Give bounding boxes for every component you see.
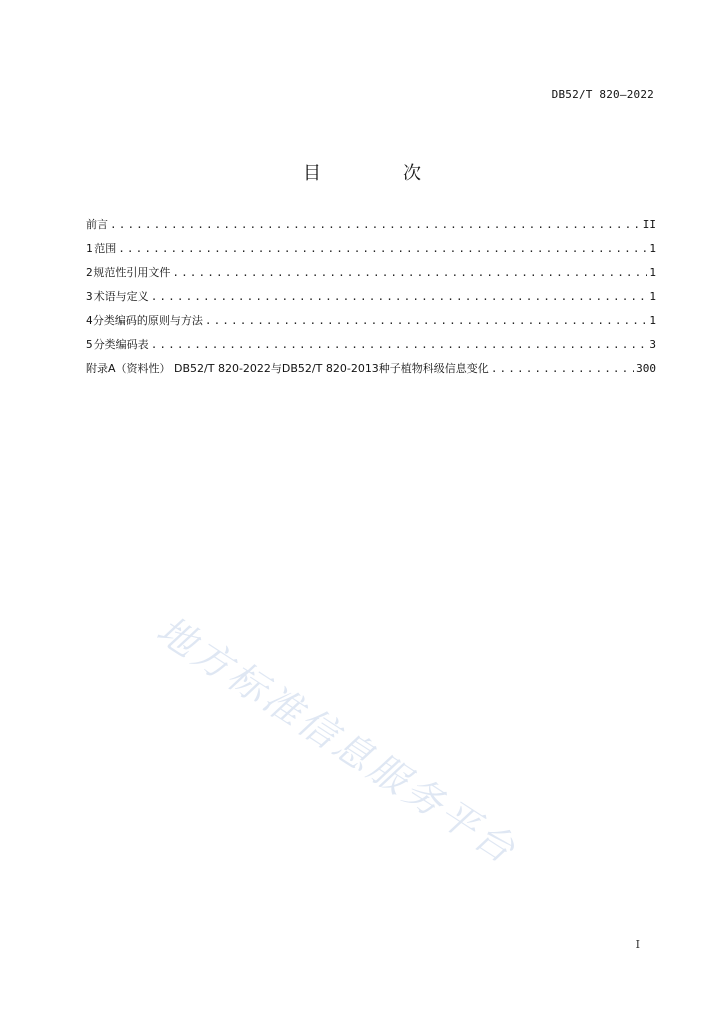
toc-entry-page: 1 (649, 266, 656, 279)
toc-entry-number: 4 (86, 314, 93, 327)
toc-entry-page: 1 (649, 242, 656, 255)
toc-leader-dots (151, 290, 648, 303)
toc-leader-dots (172, 266, 647, 279)
toc-entry-label: 术语与定义 (93, 290, 149, 303)
toc-entry-label: 附录A（资料性） DB52/T 820-2022与DB52/T 820-2013种子植物科级信息变化 (86, 362, 489, 375)
toc-entry-number: 2 (86, 266, 93, 279)
toc-leader-dots (151, 338, 648, 351)
toc-entry-appendix-a[interactable] (86, 360, 656, 384)
toc-entry-coding-table[interactable] (86, 336, 656, 360)
watermark: 地方标准信息服务平台 (149, 607, 526, 874)
toc-entry-page: 1 (649, 290, 656, 303)
toc-leader-dots (205, 314, 648, 327)
toc-entry-label: 范围 (94, 242, 117, 255)
toc-entry-label: 分类编码的原则与方法 (92, 314, 203, 327)
toc-entry-page: II (642, 218, 656, 231)
toc-entry-label: 前言 (86, 218, 108, 231)
toc-entry-label: 分类编码表 (93, 338, 149, 351)
toc-entry-label: 规范性引用文件 (93, 266, 171, 279)
toc-title: 目 次 (303, 163, 453, 184)
toc-leader-dots (118, 242, 647, 255)
page-number: I (635, 938, 640, 951)
toc-entry-number: 5 (86, 338, 93, 351)
toc-entry-normative-references[interactable] (86, 264, 656, 288)
toc-entry-scope[interactable] (86, 240, 656, 264)
table-of-contents (86, 216, 656, 384)
toc-leader-dots (491, 362, 634, 375)
toc-entry-coding-principles[interactable] (86, 312, 656, 336)
toc-entry-page: 300 (636, 362, 656, 375)
toc-leader-dots (110, 218, 641, 231)
document-code: DB52/T 820—2022 (551, 88, 654, 101)
toc-entry-number: 3 (86, 290, 93, 303)
toc-entry-page: 1 (649, 314, 656, 327)
toc-entry-terms-definitions[interactable] (86, 288, 656, 312)
toc-entry-number: 1 (86, 242, 93, 255)
toc-entry-page: 3 (649, 338, 656, 351)
toc-entry-foreword[interactable] (86, 216, 656, 240)
